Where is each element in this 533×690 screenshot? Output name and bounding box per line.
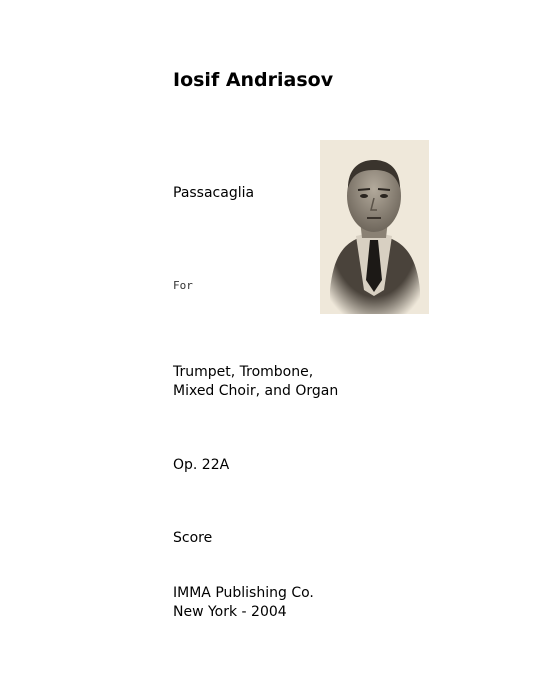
publisher-place-year: New York - 2004 bbox=[173, 604, 287, 620]
instrumentation-line-1: Trumpet, Trombone, bbox=[173, 364, 314, 380]
opus-number: Op. 22A bbox=[173, 457, 230, 473]
for-label: For bbox=[173, 279, 193, 292]
publisher-block bbox=[173, 584, 314, 622]
instrumentation bbox=[173, 363, 338, 401]
composer-portrait bbox=[320, 140, 429, 314]
composer-name: Iosif Andriasov bbox=[173, 69, 334, 91]
instrumentation-line-2: Mixed Choir, and Organ bbox=[173, 383, 339, 399]
publisher-name: IMMA Publishing Co. bbox=[173, 585, 314, 601]
composer-portrait-icon bbox=[320, 140, 429, 314]
work-title: Passacaglia bbox=[173, 185, 255, 201]
edition-label: Score bbox=[173, 530, 213, 546]
